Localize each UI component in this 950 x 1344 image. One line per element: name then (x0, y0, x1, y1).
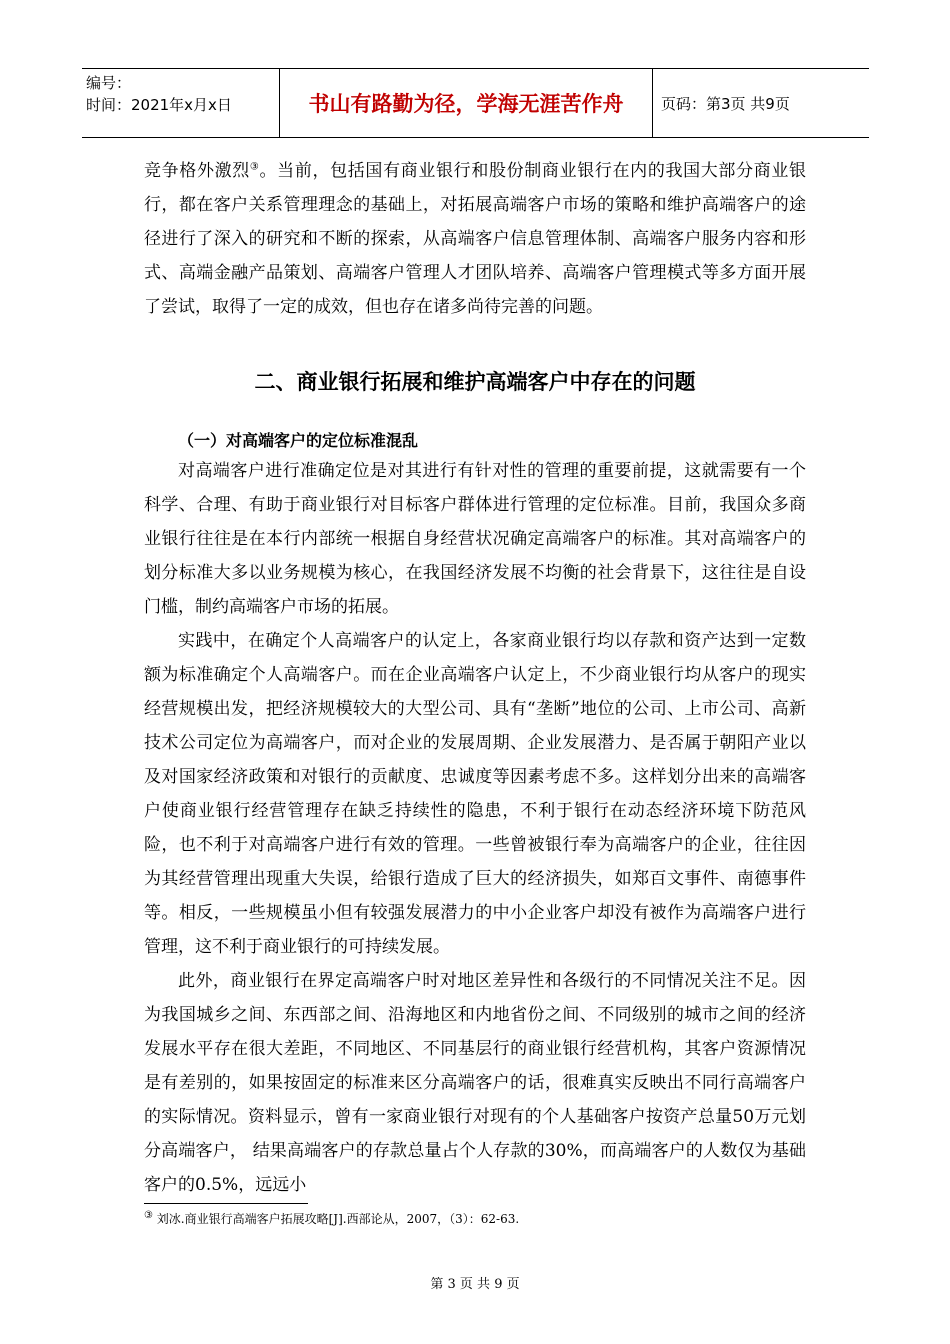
intro-text-start: 竞争格外激烈 (144, 161, 250, 181)
main-paragraph-block (144, 454, 806, 1202)
footnote-separator (144, 1203, 308, 1204)
document-number-label: 编号： (86, 74, 132, 92)
subsection-heading: （一）对高端客户的定位标准混乱 (178, 431, 419, 450)
header-meta-cell (82, 69, 280, 137)
page-footer: 第 3 页 共 9 页 (430, 1277, 520, 1292)
header-table (82, 68, 869, 138)
paragraph-2: 实践中，在确定个人高端客户的认定上，各家商业银行均以存款和资产达到一定数额为标准确定个人高端客户。而在企业高端客户认定上，不少商业银行均从客户的现实经营规模出发，把经济规模较大的大型公司、具有“垄断”地位的公司、上市公司、高新技术公司定位为高端客户，而对企业的发展周期、企业发展潜力、是否属于朝阳产业以及对国家经济政策和对银行的贡献度、忠诚度等因素考虑不多。这样划分出来的高端客户使商业银行经营管理存在缺乏持续性的隐患，不利于银行在动态经济环境下防范风险，也不利于对高端客户进行有效的管理。一些曾被银行奉为高端客户的企业，往往因为其经营管理出现重大失误，给银行造成了巨大的经济损失，如郑百文事件、南德事件等。相反，一些规模虽小但有较强发展潜力的中小企业客户却没有被作为高端客户进行管理，这不利于商业银行的可持续发展。 (144, 631, 806, 957)
paragraph-3: 此外，商业银行在界定高端客户时对地区差异性和各级行的不同情况关注不足。因为我国城乡之间、东西部之间、沿海地区和内地省份之间、不同级别的城市之间的经济发展水平存在很大差距，不同地区、不同基层行的商业银行经营机构，其客户资源情况是有差别的，如果按固定的标准来区分高端客户的话，很难真实反映出不同行高端客户的实际情况。资料显示，曾有一家商业银行对现有的个人基础客户按资产总量50万元划分高端客户， 结果高端客户的存款总量占个人存款的30%，而高端客户的人数仅为基础客户的0.5%，远远小 (144, 971, 806, 1195)
footnote-text: 刘冰.商业银行高端客户拓展攻略[J].西部论从，2007，（3）：62-63. (152, 1212, 520, 1226)
paragraph-1: 对高端客户进行准确定位是对其进行有针对性的管理的重要前提，这就需要有一个科学、合理、有助于商业银行对目标客户群体进行管理的定位标准。目前，我国众多商业银行往往是在本行内部统一根据自身经营状况确定高端客户的标准。其对高端客户的划分标准大多以业务规模为核心，在我国经济发展不均衡的社会背景下，这往往是自设门槛，制约高端客户市场的拓展。 (144, 461, 806, 617)
section-heading: 二、商业银行拓展和维护高端客户中存在的问题 (254, 370, 696, 394)
header-motto: 书山有路勤为径，学海无涯苦作舟 (280, 69, 653, 137)
footnote-reference[interactable]: ③ (249, 161, 260, 173)
header-page-label: 页码：第3页 共9页 (661, 94, 790, 113)
footnote (144, 1210, 519, 1227)
footnote-mark: ③ (144, 1210, 153, 1221)
intro-paragraph (144, 154, 806, 324)
intro-paragraph-block (144, 154, 806, 324)
document-date-label: 时间：2021年x月x日 (86, 96, 232, 114)
intro-text-end: 。当前，包括国有商业银行和股份制商业银行在内的我国大部分商业银行，都在客户关系管理理念的基础上，对拓展高端客户市场的策略和维护高端客户的途径进行了深入的研究和不断的探索，从高端客户信息管理体制、高端客户服务内容和形式、高端金融产品策划、高端客户管理人才团队培养、高端客户管理模式等多方面开展了尝试，取得了一定的成效，但也存在诸多尚待完善的问题。 (144, 161, 807, 317)
